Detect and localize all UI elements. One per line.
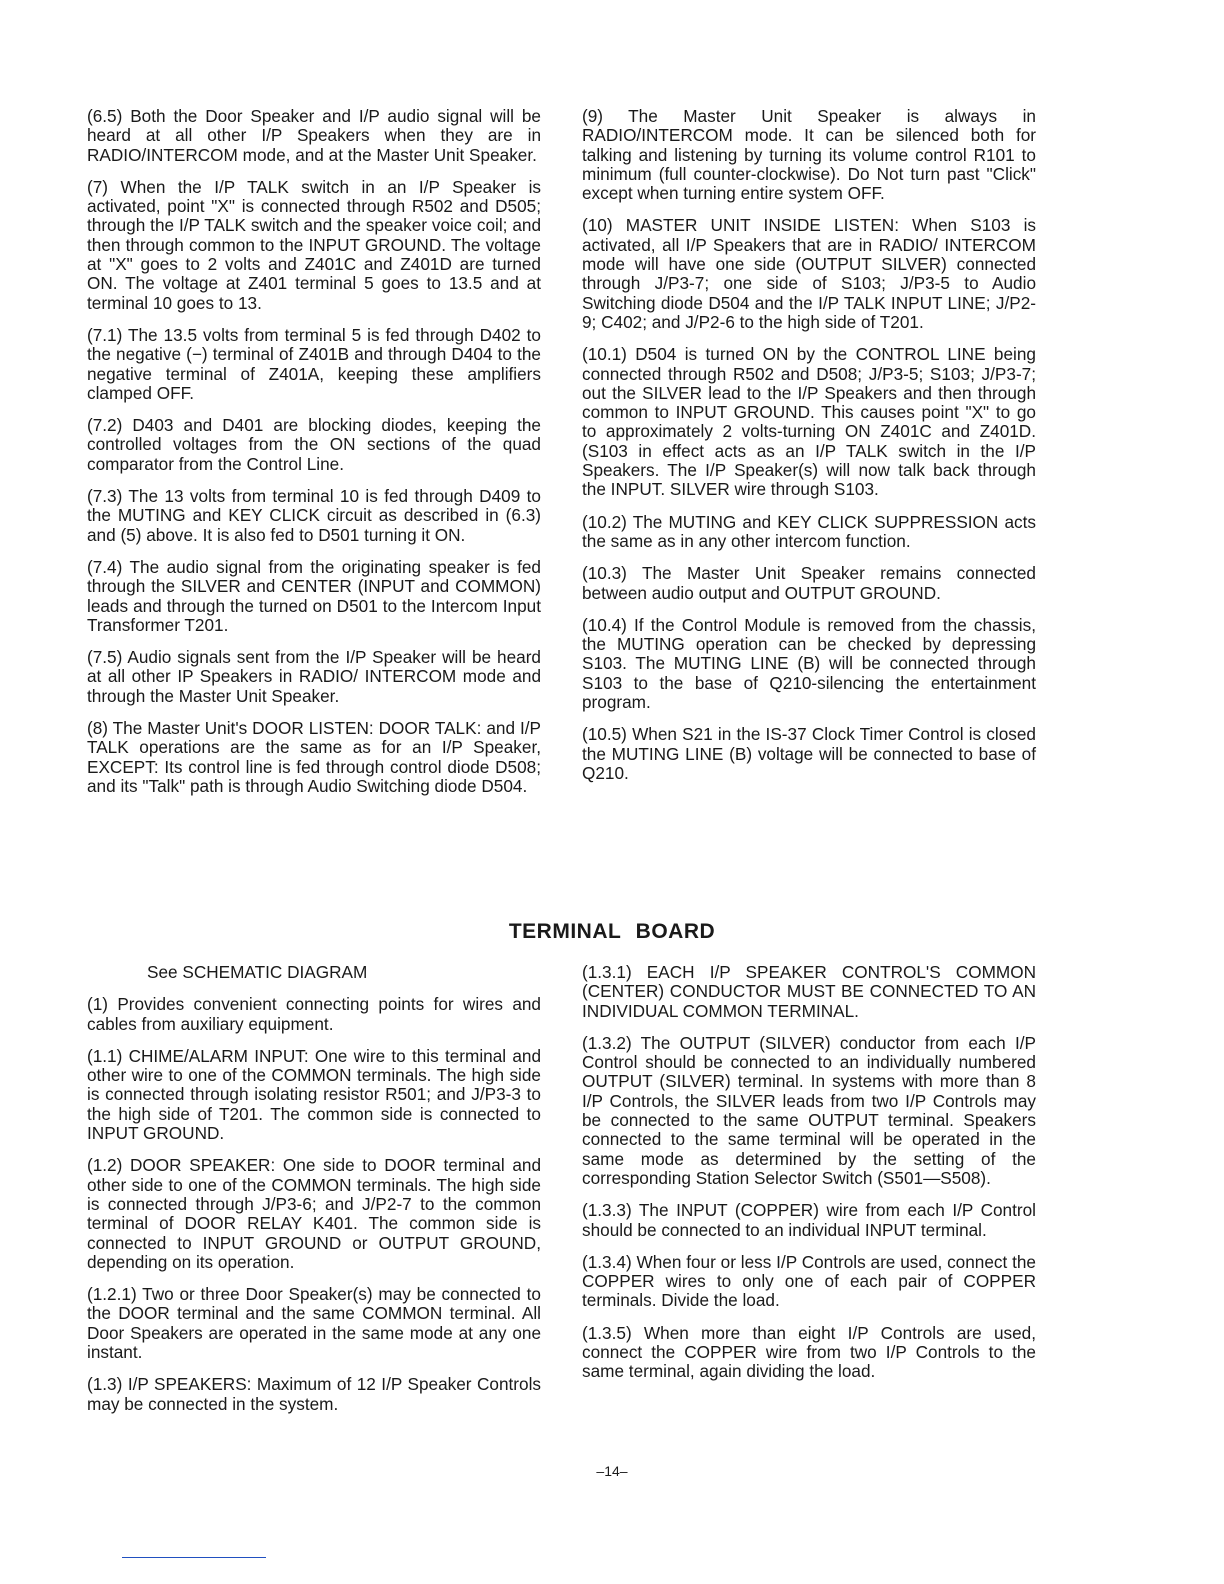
heading-word-terminal: TERMINAL bbox=[508, 920, 622, 943]
paragraph-10-1: (10.1) D504 is turned ON by the CONTROL LINE being connected through R502 and D508; J/P3-5; S103; J/P3-7; out the SILVER lead to the I/P Speakers and then through common to INPUT GROUND. This causes point "X" to go to approximately 2 volts-turning ON Z401C and Z401D. (S103 in effect acts as an I/P TALK switch in the I/P Speakers. The I/P Speaker(s) will now talk back through the INPUT. SILVER wire through S103. bbox=[582, 344, 1036, 500]
paragraph-7-5: (7.5) Audio signals sent from the I/P Speaker will be heard at all other IP Speakers in RADIO/ INTERCOM mode and through the Master Unit Speaker. bbox=[87, 647, 541, 706]
paragraph-7-3: (7.3) The 13 volts from terminal 10 is fed through D409 to the MUTING and KEY CLICK circuit as described in (6.3) and (5) above. It is also fed to D501 turning it ON. bbox=[87, 486, 541, 545]
paragraph-6-5: (6.5) Both the Door Speaker and I/P audio signal will be heard at all other I/P Speakers when they are in RADIO/INTERCOM mode, and at the Master Unit Speaker. bbox=[87, 106, 541, 165]
paragraph-1-2-1: (1.2.1) Two or three Door Speaker(s) may be connected to the DOOR terminal and the same COMMON terminal. All Door Speakers are operated in the same mode at any one instant. bbox=[87, 1284, 541, 1363]
paragraph-7: (7) When the I/P TALK switch in an I/P Speaker is activated, point "X" is connected through R502 and D505; through the I/P TALK switch and the speaker voice coil; and then through common to the INPUT GROUND. The voltage at "X" goes to 2 volts and Z401C and Z401D are turned ON. The voltage at Z401 terminal 5 goes to 13.5 and at terminal 10 goes to 13. bbox=[87, 176, 541, 313]
paragraph-1-3: (1.3) I/P SPEAKERS: Maximum of 12 I/P Speaker Controls may be connected in the system. bbox=[87, 1374, 541, 1414]
paragraph-10-2: (10.2) The MUTING and KEY CLICK SUPPRESSION acts the same as in any other intercom function. bbox=[582, 511, 1036, 551]
paragraph-1-3-4: (1.3.4) When four or less I/P Controls are used, connect the COPPER wires to only one of each pair of COPPER terminals. Divide the load. bbox=[582, 1251, 1036, 1311]
paragraph-8: (8) The Master Unit's DOOR LISTEN: DOOR TALK: and I/P TALK operations are the same as for an I/P Speaker, EXCEPT: Its control line is fed through control diode D508; and its "Talk" path is through Audio Switching diode D504. bbox=[87, 718, 541, 796]
paragraph-10: (10) MASTER UNIT INSIDE LISTEN: When S103 is activated, all I/P Speakers that are in RADIO/ INTERCOM mode will have one side (OUTPUT SILVER) connected through J/P3-7; one side of S103; J/P3-5 to Audio Switching diode D504 and the I/P TALK INPUT LINE; J/P2-9; C402; and J/P2-6 to the high side of T201. bbox=[582, 215, 1036, 332]
paragraph-1: (1) Provides convenient connecting points for wires and cables from auxiliary equipment. bbox=[87, 994, 541, 1034]
page-number: –14– bbox=[596, 1463, 628, 1479]
see-schematic-note: See SCHEMATIC DIAGRAM bbox=[147, 962, 368, 982]
paragraph-7-4: (7.4) The audio signal from the originating speaker is fed through the SILVER and CENTER (INPUT and COMMON) leads and through the turned on D501 to the Intercom Input Transformer T201. bbox=[87, 556, 541, 635]
top-right-column bbox=[582, 107, 1036, 796]
paragraph-7-1: (7.1) The 13.5 volts from terminal 5 is fed through D402 to the negative (−) terminal of Z401B and through D404 to the negative terminal of Z401A, keeping these amplifiers clamped OFF. bbox=[87, 324, 541, 403]
heading-word-board: BOARD bbox=[635, 920, 716, 943]
paragraph-1-1: (1.1) CHIME/ALARM INPUT: One wire to this terminal and other wire to one of the COMMON terminals. The high side is connected through isolating resistor R501; and J/P3-3 to the high side of T201. The common side is connected to INPUT GROUND. bbox=[87, 1045, 541, 1144]
paragraph-10-3: (10.3) The Master Unit Speaker remains connected between audio output and OUTPUT GROUND. bbox=[582, 563, 1036, 603]
footer-rule bbox=[122, 1557, 266, 1558]
paragraph-9: (9) The Master Unit Speaker is always in RADIO/INTERCOM mode. It can be silenced both for talking and listening by turning its volume control R101 to minimum (full counter-clockwise). Do Not turn past "Click" except when turning entire system OFF. bbox=[582, 106, 1036, 204]
top-left-column bbox=[87, 107, 541, 809]
paragraph-1-3-2: (1.3.2) The OUTPUT (SILVER) conductor from each I/P Control should be connected to an individually numbered OUTPUT (SILVER) terminal. In systems with more than 8 I/P Controls, the SILVER leads from two I/P Controls may be connected to the same OUTPUT terminal. Speakers connected to the same terminal will be operated in the same mode as determined by the setting of the corresponding Station Selector Switch (S501—S508). bbox=[582, 1032, 1036, 1188]
paragraph-1-3-1: (1.3.1) EACH I/P SPEAKER CONTROL'S COMMON (CENTER) CONDUCTOR MUST BE CONNECTED TO AN INDIVIDUAL COMMON TERMINAL. bbox=[582, 962, 1036, 1021]
paragraph-10-4: (10.4) If the Control Module is removed from the chassis, the MUTING operation can be checked by depressing S103. The MUTING LINE (B) will be connected through S103 to the base of Q210-silencing the entertainment program. bbox=[582, 614, 1036, 713]
paragraph-7-2: (7.2) D403 and D401 are blocking diodes, keeping the controlled voltages from the ON sections of the quad comparator from the Control Line. bbox=[87, 415, 541, 474]
bottom-right-column bbox=[582, 963, 1036, 1395]
section-heading bbox=[0, 920, 1224, 944]
paragraph-1-3-3: (1.3.3) The INPUT (COPPER) wire from each I/P Control should be connected to an individual INPUT terminal. bbox=[582, 1200, 1036, 1240]
paragraph-10-5: (10.5) When S21 in the IS-37 Clock Timer Control is closed the MUTING LINE (B) voltage will be connected to base of Q210. bbox=[582, 724, 1036, 783]
paragraph-1-3-5: (1.3.5) When more than eight I/P Controls are used, connect the COPPER wire from two I/P Controls to the same terminal, again dividing the load. bbox=[582, 1322, 1036, 1382]
bottom-left-column bbox=[87, 963, 541, 1427]
paragraph-1-2: (1.2) DOOR SPEAKER: One side to DOOR terminal and other side to one of the COMMON terminals. The high side is connected through J/P3-6; and J/P2-7 to the common terminal of DOOR RELAY K401. The common side is connected to INPUT GROUND or OUTPUT GROUND, depending on its operation. bbox=[87, 1155, 541, 1272]
